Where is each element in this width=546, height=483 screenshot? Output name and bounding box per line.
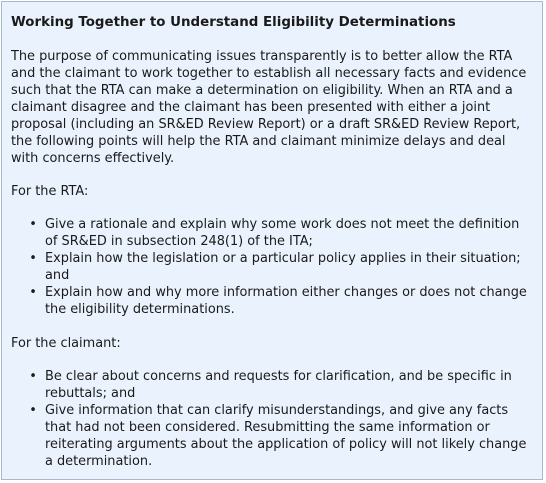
- bullet-icon: •: [29, 285, 37, 300]
- eligibility-info-box: [1, 1, 543, 480]
- rta-list: [11, 216, 532, 318]
- list-item-text: Explain how and why more information either changes or does not change the eligibility determinations.: [45, 285, 527, 317]
- list-item-text: Be clear about concerns and requests for clarification, and be specific in rebuttals; and: [45, 369, 512, 401]
- list-item: [29, 216, 532, 250]
- intro-paragraph: The purpose of communicating issues transparently is to better allow the RTA and the claimant to work together to establish all necessary facts and evidence such that the RTA can make a determination on eligibility. When an RTA and a claimant disagree and the claimant has been presented with either a joint proposal (including an SR&ED Review Report) or a draft SR&ED Review Report, the following points will help the RTA and claimant minimize delays and deal with concerns effectively.: [11, 49, 527, 166]
- list-item: [29, 284, 532, 318]
- list-item-text: Give a rationale and explain why some work does not meet the definition of SR&ED in subsection 248(1) of the ITA;: [45, 217, 520, 249]
- bullet-icon: •: [29, 217, 37, 232]
- claimant-list: [11, 368, 532, 470]
- bullet-icon: •: [29, 369, 37, 384]
- section-title: Working Together to Understand Eligibility Determinations: [11, 15, 456, 30]
- claimant-heading: For the claimant:: [11, 336, 121, 351]
- list-item-text: Explain how the legislation or a particular policy applies in their situation; and: [45, 251, 521, 283]
- list-item-text: Give information that can clarify misunderstandings, and give any facts that had not been considered. Resubmitting the same information or reiterating arguments about the application of policy will not likely change a determination.: [45, 403, 527, 469]
- list-item: [29, 368, 532, 402]
- bullet-icon: •: [29, 251, 37, 266]
- rta-heading: For the RTA:: [11, 184, 89, 199]
- list-item: [29, 402, 532, 470]
- bullet-icon: •: [29, 403, 37, 418]
- list-item: [29, 250, 532, 284]
